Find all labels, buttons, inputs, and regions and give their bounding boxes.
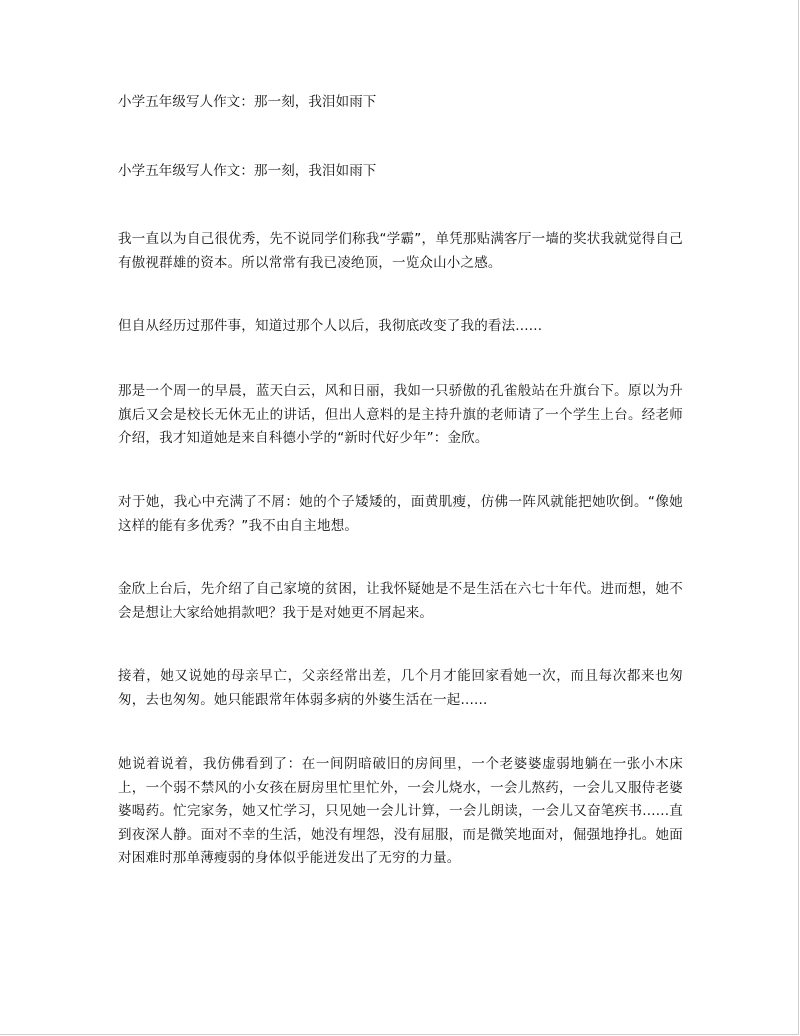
paragraph-6: 接着，她又说她的母亲早亡，父亲经常出差，几个月才能回家看她一次，而且每次都来也匆匆，去也匆匆。她只能跟常年体弱多病的外婆生活在一起...... [118, 668, 683, 708]
paragraph-3: 那是一个周一的早晨，蓝天白云，风和日丽，我如一只骄傲的孔雀般站在升旗台下。原以为升旗后又会是校长无休无止的讲话，但出人意料的是主持升旗的老师请了一个学生上台。经老师介绍，我才知道她是来自科德小学的“新时代好少年”：金欣。 [118, 383, 683, 446]
paragraph-7: 她说着说着，我仿佛看到了：在一间阴暗破旧的房间里，一个老婆婆虚弱地躺在一张小木床上，一个弱不禁风的小女孩在厨房里忙里忙外，一会儿烧水，一会儿熬药，一会儿又服侍老婆婆喝药。忙完家务，她又忙学习，只见她一会儿计算，一会儿朗读，一会儿又奋笔疾书......直到夜深人静。面对不幸的生活，她没有埋怨，没有屈服，而是微笑地面对，倔强地挣扎。她面对困难时那单薄瘦弱的身体似乎能迸发出了无穷的力量。 [118, 756, 683, 866]
paragraph-5: 金欣上台后，先介绍了自己家境的贫困，让我怀疑她是不是生活在六七十年代。进而想，她不会是想让大家给她捐款吧？我于是对她更不屑起来。 [118, 581, 683, 621]
paragraph-1: 我一直以为自己很优秀，先不说同学们称我“学霸”，单凭那贴满客厅一墙的奖状我就觉得自己有傲视群雄的资本。所以常常有我已凌绝顶，一览众山小之感。 [118, 231, 683, 271]
document-title-repeat: 小学五年级写人作文：那一刻，我泪如雨下 [118, 163, 377, 179]
paragraph-2: 但自从经历过那件事，知道过那个人以后，我彻底改变了我的看法...... [118, 318, 543, 334]
document-title: 小学五年级写人作文：那一刻，我泪如雨下 [118, 94, 377, 110]
paragraph-4: 对于她，我心中充满了不屑：她的个子矮矮的，面黄肌瘦，仿佛一阵风就能把她吹倒。“像她这样的能有多优秀？”我不由自主地想。 [118, 494, 683, 534]
